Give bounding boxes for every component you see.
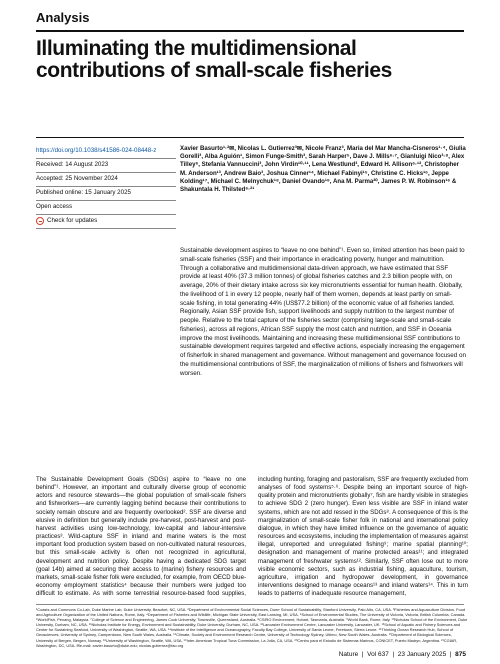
doi-link[interactable]: https://doi.org/10.1038/s41586-024-08448-z [36,145,176,159]
body-text: The Sustainable Development Goals (SDGs) aspire to “leave no one behind”¹. However, an important and culturally diverse group of economic actors and resource stewards—the global population of small-scale fishers and fishworkers—are currently lagging behind because their contributions to society remain obscure and are frequently overlooked². SSF are diverse and elusive in definition but generally include pre-harvest, post-harvest and post-harvest activities using low-technology, low-capital and labour-intensive practices³. Wild-capture SSF in inland and marine waters is the most important food production system based on non-cultivated natural resources, but this small-scale activity is often not recognized in agricultural, development and nutrition policy. Despite having a dedicated SDG target (goal 14b) aimed at securing their access to (marine) fishery resources and markets, small-scale fisher folk were excluded, for example, from OECD blue-economy employment statistics⁴ because their numbers were judged too difficult to estimate. As with some terrestrial resource-based food supplies, including hunting, foraging and pastoralism, SSF are frequently excluded from analyses of food systems⁵·⁶. Despite being an important source of high-quality protein and micronutrients globally⁷, fish are hardly visible in strategies to achieve SDG 2 (zero hunger). Even less visible are SSF in inland water systems, which are not add ressed in the SDGs⁸. A consequence of this is the marginalization of small-scale fisher folk in national and international policy dialogue, in which they have limited influence on the governance of aquatic resources and ecosystems, including the implementation of measures against illegal, unreported and unregulated fishing⁹; marine spatial planning¹⁰; designation and management of marine protected areas¹¹; and integrated management of freshwater systems¹². Similarly, SSF often lose out to more visible economic sectors, such as industrial fishing, aquaculture, tourism, agriculture, irrigation and hydropower development, in governance interventions designed to manage oceans¹³ and inland waters¹⁴. This in turn leads to patterns of inadequate resource management, [36,476,468,598]
section-label: Analysis [36,10,90,25]
received-date: Received: 14 August 2023 [36,159,176,173]
affiliations: ¹Coasts and Commons Co-Lab, Duke Marine Lab, Duke University, Beaufort, NC, USA. ²Department of Environmental Social Sciences, Doerr School of Sustainability, Stanford University, Palo Alto, CA, USA. ³Fisheries and Aquaculture Division, Food and Agriculture Organization of the United Nations, Rome, Italy. ⁴Department of Fisheries and Wildlife, Michigan State University, East Lansing, MI, USA. ⁵School of Environmental Studies, The University of Victoria, Victoria, British Columbia, Canada. ⁶WorldFish, Penang, Malaysia. ⁷College of Science and Engineering, James Cook University, Townsville, Queensland, Australia. ⁸CSIRO Environment, Hobart, Tasmania, Australia. ⁹World Bank, Rome, Italy. ¹⁰Nicholas School of the Environment, Duke University, Durham, NC, USA. ¹¹Nicholas Institute for Energy, Environment and Sustainability, Duke University, Durham, NC, USA. ¹²Lancaster Environment Centre, Lancaster University, Lancaster, UK. ¹³School of Aquatic and Fishery Sciences and Center for Sustaining Seafood, University of Washington, Seattle, WA, USA. ¹⁴Institute of the Intelligence and Oceanography, Faculty Bay College, University of Santa Leone, Freetown, Sierra Leone. ¹⁵Thinking Ocean Research Hub, School of Geosciences, University of Sydney, Camperdown, New South Wales, Australia. ¹⁶Climate, Society and Environment Research Centre, University of Technology Sydney, Ultimo, New South Wales, Australia. ¹⁷Department of Biological Sciences, University of Bergen, Bergen, Norway. ¹⁸University of Washington, Seattle, WA, USA. ¹⁹Inter-American Tropical Tuna Commission, La Jolla, CA, USA. ²⁰Centro para el Estudio de Sistemas Marinos, CONICET, Puerto Madryn, Argentina. ²¹CGIAR, Washington, DC, USA. ✉e-mail: xavier.basurto@duke.edu; nicolas.gutierrez@fao.org [36,607,468,648]
check-updates-label: Check for updates [47,217,98,224]
footer-page-number: 875 [455,651,466,658]
check-updates-link[interactable] [36,215,176,229]
footer-journal: Nature [338,651,359,658]
author-list: Xavier Basurto¹·²✉, Nicolas L. Gutierrez³✉, Nicole Franz³, Maria del Mar Mancha-Cisneros¹·⁴, Giulia Gorelli³, Alba Aguión¹, Simon Funge-Smith³, Sarah Harper⁵, Dave J. Mills⁶·⁷, Gianluigi Nico³·⁸, Alex Tilley⁶, Stefania Vannuccini³, John Virdin¹⁰·¹¹, Lena Westlund³, Edward H. Allison⁶·¹², Christopher M. Anderson¹³, Andrew Baio³, Joshua Cinner¹⁴, Michael Fabinyi¹⁵, Christine C. Hicks¹⁶, Jeppe Kolding¹⁷, Michael C. Melnychuk¹⁸, Daniel Ovando¹⁹, Ana M. Parma²⁰, James P. W. Robinson¹⁶ & Shakuntala H. Thilsted⁶·²¹ [180,145,466,194]
check-updates-icon [36,217,44,225]
article-meta [36,145,176,229]
published-date: Published online: 15 January 2025 [36,187,176,201]
affiliation-rule [36,604,464,605]
title-rule [36,137,464,138]
footer-volume: Vol 637 [367,651,389,658]
abstract: Sustainable development aspires to “leave no one behind”¹. Even so, limited attention has been paid to small-scale fisheries (SSF) and their importance in eradicating poverty, hunger and malnutrition. Through a collaborative and multidimensional data-driven approach, we have estimated that SSF provide at least 40% (37.3 million tonnes) of global fisheries catches and 2.3 billion people with, on average, 20% of their dietary intake across six key micronutrients essential for human health. Globally, the livelihood of 1 in every 12 people, nearly half of them women, depends at least partly on small-scale fishing, in total generating 44% (US$77.2 billion) of the economic value of all fisheries landed. Regionally, Asian SSF provide fish, support livelihoods and supply nutrition to the largest number of people. Relative to the total capture of the fisheries sector (comprising large-scale and small-scale fisheries), across all regions, African SSF supply the most catch and nutrition, and SSF in Oceania improve the most livelihoods. Maintaining and increasing these multidimensional SSF contributions to sustainable development requires targeted and effective actions, especially increasing the engagement of fisherfolk in shared management and governance. Without management and governance focused on the multidimensional contributions of SSF, the marginalization of millions of fishers and fishworkers will worsen. [180,247,466,377]
accepted-date: Accepted: 25 November 2024 [36,173,176,187]
footer-date: 23 January 2025 [397,651,447,658]
open-access-label: Open access [36,201,176,215]
top-rule [36,30,464,32]
article-title: Illuminating the multidimensional contributions of small-scale fisheries [36,37,392,82]
page-footer: Nature | Vol 637 | 23 January 2025 | 875 [338,651,466,658]
